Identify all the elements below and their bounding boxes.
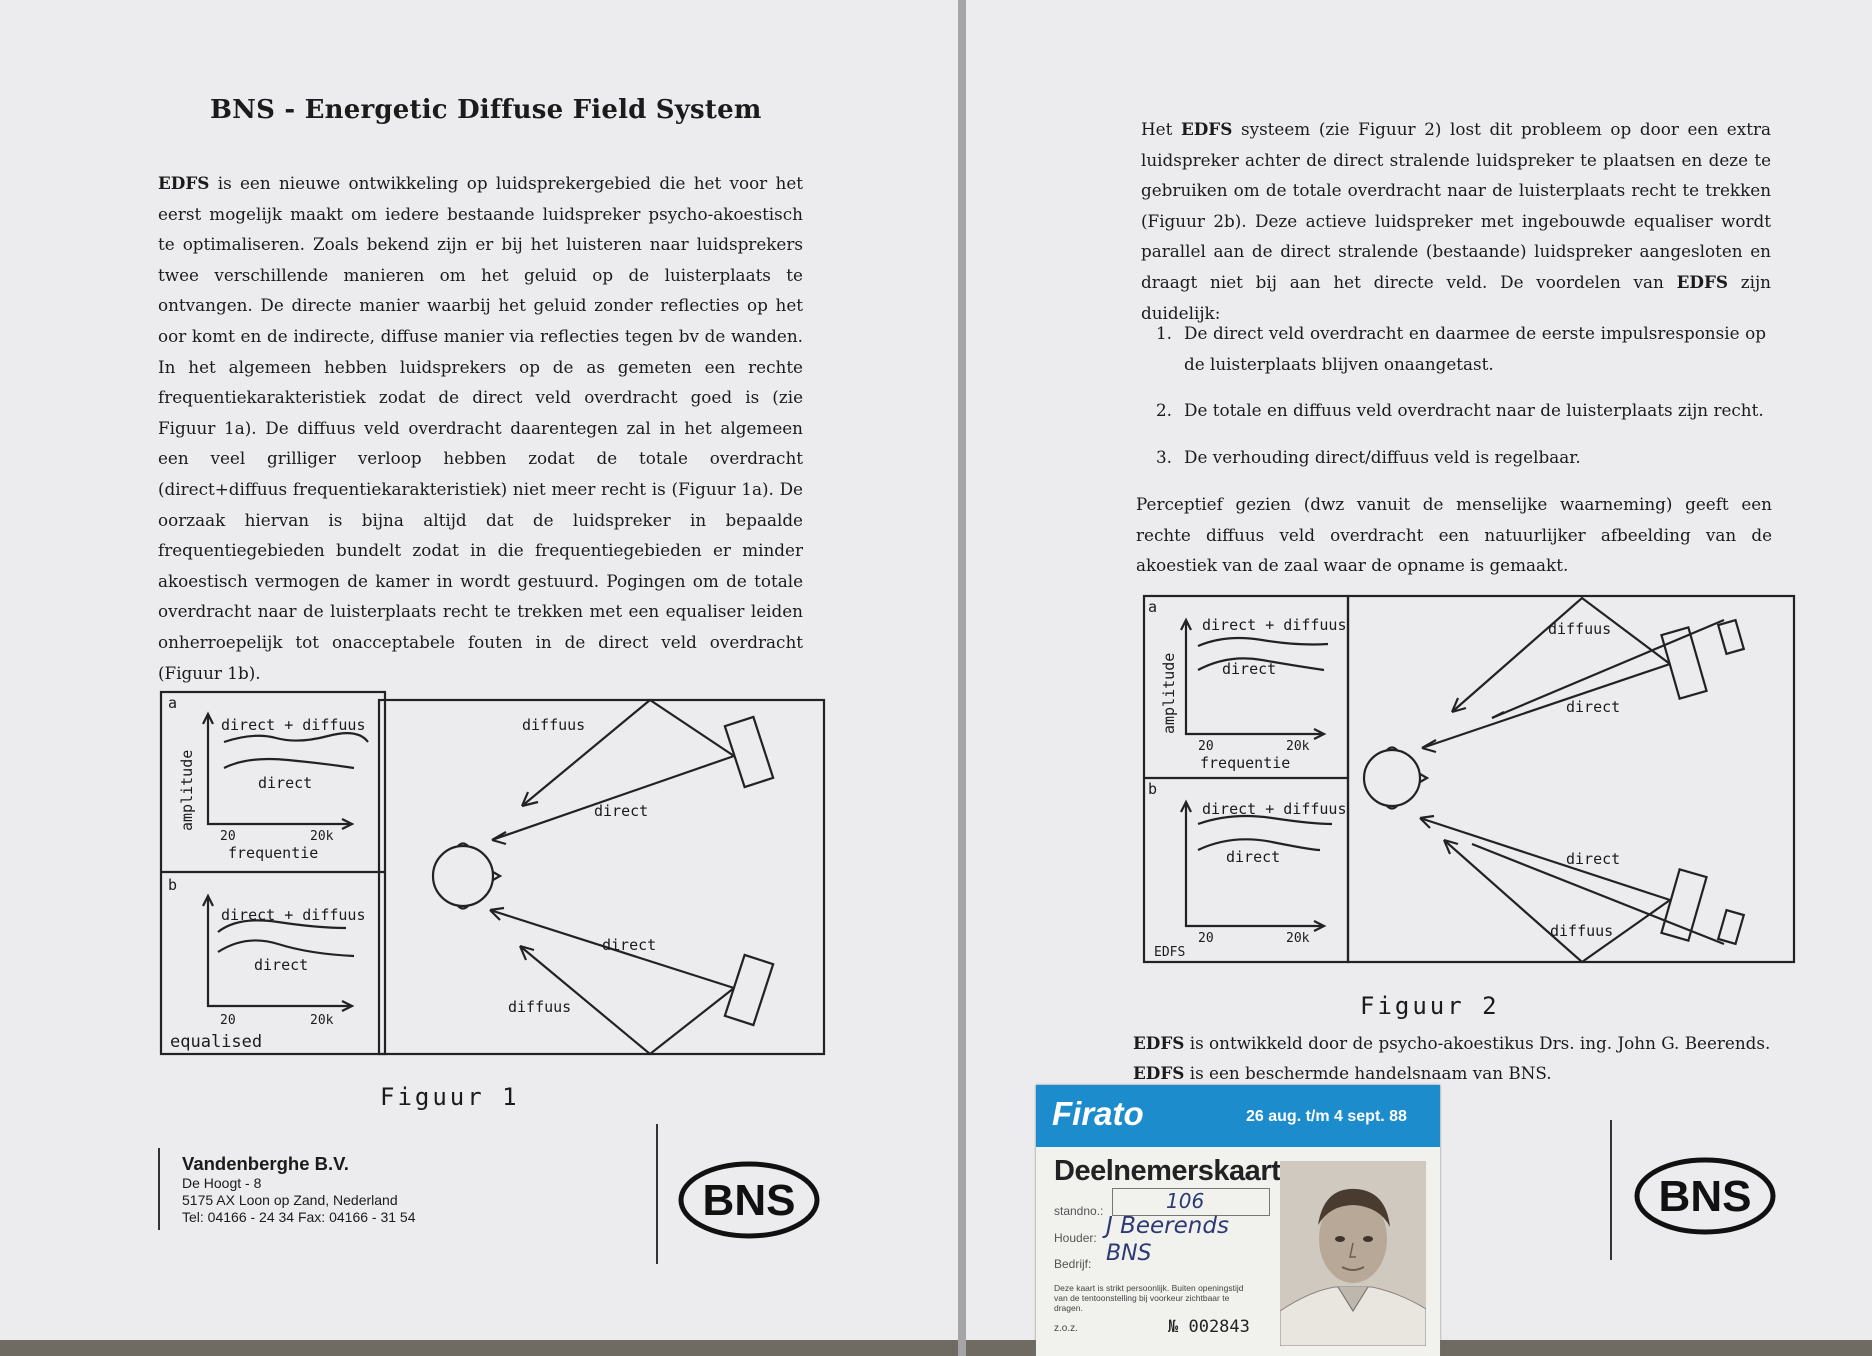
p1-bold: EDFS: [1180, 119, 1233, 139]
bns-logo-right-text: BNS: [1658, 1172, 1752, 1221]
right-paragraph-1: [1141, 114, 1771, 328]
p1-text-a: Het: [1141, 119, 1181, 139]
fig2-ray-direct-bottom: direct: [1566, 850, 1621, 868]
badge-serial: № 002843: [1168, 1317, 1250, 1337]
fig1-axis-y: amplitude: [178, 749, 196, 831]
badge-notice: Deze kaart is strikt persoonlijk. Buiten openingstijd van de tentoonstelling bij voorkeur zichtbaar te dragen.: [1054, 1283, 1244, 1313]
firato-badge: [1036, 1085, 1440, 1356]
list-number: 3.: [1156, 446, 1173, 467]
badge-photo: [1280, 1161, 1426, 1346]
address-phone: Tel: 04166 - 24 34 Fax: 04166 - 31 54: [182, 1209, 416, 1225]
fig2-edfs-label: EDFS: [1154, 945, 1186, 960]
fig1-ray-diffuus-top: diffuus: [522, 716, 586, 734]
credit-line-2: [1133, 1058, 1783, 1088]
fig1-room-box: [379, 700, 824, 1054]
p1-bold-2: EDFS: [1676, 271, 1728, 292]
fig2-curve-b-direct: direct: [1226, 848, 1281, 866]
list-item: [1156, 318, 1766, 379]
bns-logo-left-text: BNS: [702, 1176, 796, 1225]
right-paragraph-2: Perceptief gezien (dwz vanuit de menselijke waarneming) geeft een rechte diffuus veld overdracht een natuurlijker afbeelding van de akoestiek van de zaal waar de opname is gemaakt.: [1136, 494, 1772, 576]
bns-logo-right: [1634, 1156, 1776, 1236]
field-houder-label: Houder:: [1054, 1231, 1097, 1245]
fig1-ray-direct-bottom: direct: [602, 936, 657, 954]
credit2-bold: EDFS: [1133, 1063, 1185, 1083]
fig1-panel-b-letter: b: [168, 876, 178, 894]
intro-text: is een nieuwe ontwikkeling op luidsprekergebied die het voor het eerst mogelijk maakt om iedere bestaande luidspreker psycho-akoestisch te optimaliseren. Zoals bekend zijn er bij het luisteren naar luidsprekers twee verschillende manieren om het geluid op de luisterplaats te ontvangen. De directe manier waarbij het geluid zonder reflecties op het oor komt en de indirecte, diffuse manier via reflecties tegen bv de wanden. In het algemeen hebben luidsprekers op de as gemeten een rechte frequentiekarakteristiek zodat de direct veld overdracht goed is (zie Figuur 1a). De diffuus veld overdracht daarentegen zal in het algemeen een veel grilliger verloop hebben zodat de totale overdracht (direct+diffuus frequentiekarakteristiek) niet meer recht is (Figuur 1a). De oorzaak hiervan is bijna altijd dat de luidspreker in bepaalde frequentiegebieden bundelt zodat in die frequentiegebieden er minder akoestisch vermogen de kamer in wordt gestuurd. Pogingen om de totale overdracht naar de luisterplaats recht te trekken met een equaliser leiden onherroepelijk tot onacceptabele fouten in de direct veld overdracht (Figuur 1b).: [158, 173, 803, 683]
fig1-axis-x-label: frequentie: [228, 844, 319, 862]
figure-1-caption: Figuur 1: [380, 1083, 520, 1111]
page-gutter: [958, 0, 966, 1356]
fig1-curve-b-total: direct + diffuus: [221, 906, 366, 924]
fig2-panel-b-letter: b: [1148, 780, 1158, 798]
footer-divider-right: [1610, 1120, 1612, 1260]
field-standno-label: standno.:: [1054, 1204, 1104, 1218]
fig2-axis-x-min: 20: [1198, 739, 1214, 754]
footer-divider-left: [158, 1148, 160, 1230]
fig1-ray-diffuus-bottom: diffuus: [508, 998, 572, 1016]
document-title: BNS - Energetic Diffuse Field System: [210, 95, 762, 125]
p1-text-b: systeem (zie Figuur 2) lost dit probleem op door een extra luidspreker achter de direct stralende luidspreker te plaatsen en deze te gebruiken om de totale overdracht naar de luisterplaats recht te trekken (Figuur 2b). Deze actieve luidspreker met ingebouwde equaliser wordt parallel aan de direct stralende (bestaande) luidspreker aangesloten en draagt niet bij aan het directe veld. De voordelen van: [1141, 119, 1771, 292]
field-bedrijf-label: Bedrijf:: [1054, 1257, 1092, 1271]
fig1-curve-a-total: direct + diffuus: [221, 716, 366, 734]
advantages-list: [1156, 318, 1766, 488]
fig2-room-box: [1348, 596, 1794, 962]
fig2-curve-a-direct: direct: [1222, 660, 1277, 678]
portrait-illustration: [1280, 1161, 1426, 1346]
fig1-curve-a-direct: direct: [258, 774, 313, 792]
list-number: 1.: [1156, 323, 1173, 343]
address-line-2: 5175 AX Loon op Zand, Nederland: [182, 1192, 398, 1208]
footer-divider-center: [656, 1124, 658, 1264]
intro-paragraph: [158, 168, 803, 688]
fig2-ray-diffuus-bottom: diffuus: [1550, 922, 1614, 940]
houder-value: J Beerends: [1106, 1213, 1229, 1239]
list-item: [1156, 442, 1766, 473]
figure-1: [158, 688, 828, 1058]
bedrijf-value: BNS: [1106, 1241, 1152, 1266]
badge-brand: Firato: [1052, 1095, 1144, 1132]
credit1-bold: EDFS: [1133, 1033, 1185, 1053]
company-name: Vandenberghe B.V.: [182, 1153, 349, 1174]
fig2-curve-a-total: direct + diffuus: [1202, 616, 1347, 634]
standno-value: 106: [1166, 1189, 1205, 1213]
company-address: [182, 1155, 416, 1226]
badge-header: [1036, 1085, 1440, 1147]
fig2-axis-y: amplitude: [1160, 652, 1178, 734]
fig1-axis-x-min-b: 20: [220, 1013, 236, 1028]
figure-2: [1142, 594, 1798, 970]
fig2-axis-x-label: frequentie: [1200, 754, 1291, 772]
badge-dates: 26 aug. t/m 4 sept. 88: [1246, 1108, 1407, 1125]
bns-logo-left: [678, 1160, 820, 1240]
list-text: De totale en diffuus veld overdracht naar de luisterplaats zijn recht.: [1184, 400, 1764, 421]
fig2-axis-x-max: 20k: [1286, 739, 1310, 754]
fig2-axis-x-min-b: 20: [1198, 931, 1214, 946]
figure-2-caption: Figuur 2: [1360, 992, 1500, 1020]
fig1-curve-b-direct: direct: [254, 956, 309, 974]
p1-text-c: zijn duidelijk:: [1141, 271, 1771, 323]
fig1-axis-x-max-b: 20k: [310, 1013, 334, 1028]
credits: [1133, 1028, 1783, 1088]
list-text: De direct veld overdracht en daarmee de eerste impulsresponsie op de luisterplaats blijven onaangetast.: [1184, 323, 1766, 374]
address-line-1: De Hoogt - 8: [182, 1175, 262, 1191]
badge-title: Deelnemerskaart: [1054, 1155, 1281, 1187]
fig2-curve-b-total: direct + diffuus: [1202, 800, 1347, 818]
badge-zoz: z.o.z.: [1054, 1323, 1078, 1334]
fig1-equalised: equalised: [170, 1032, 263, 1052]
credit-line-1: [1133, 1028, 1783, 1058]
fig1-panel-a-letter: a: [168, 694, 178, 712]
fig2-panel-a-letter: a: [1148, 598, 1158, 616]
list-item: [1156, 395, 1766, 426]
list-text: De verhouding direct/diffuus veld is regelbaar.: [1184, 446, 1581, 467]
fig1-axis-x-max: 20k: [310, 829, 334, 844]
fig2-axis-x-max-b: 20k: [1286, 931, 1310, 946]
fig2-ray-direct-top: direct: [1566, 698, 1621, 716]
credit1-text: is ontwikkeld door de psycho-akoestikus Drs. ing. John G. Beerends.: [1184, 1033, 1771, 1053]
fig1-ray-direct-top: direct: [594, 802, 649, 820]
fig2-ray-diffuus-top: diffuus: [1548, 620, 1612, 638]
fig1-axis-x-min: 20: [220, 829, 236, 844]
list-number: 2.: [1156, 400, 1173, 421]
edfs-bold: EDFS: [158, 173, 210, 193]
credit2-text: is een beschermde handelsnaam van BNS.: [1184, 1063, 1552, 1083]
